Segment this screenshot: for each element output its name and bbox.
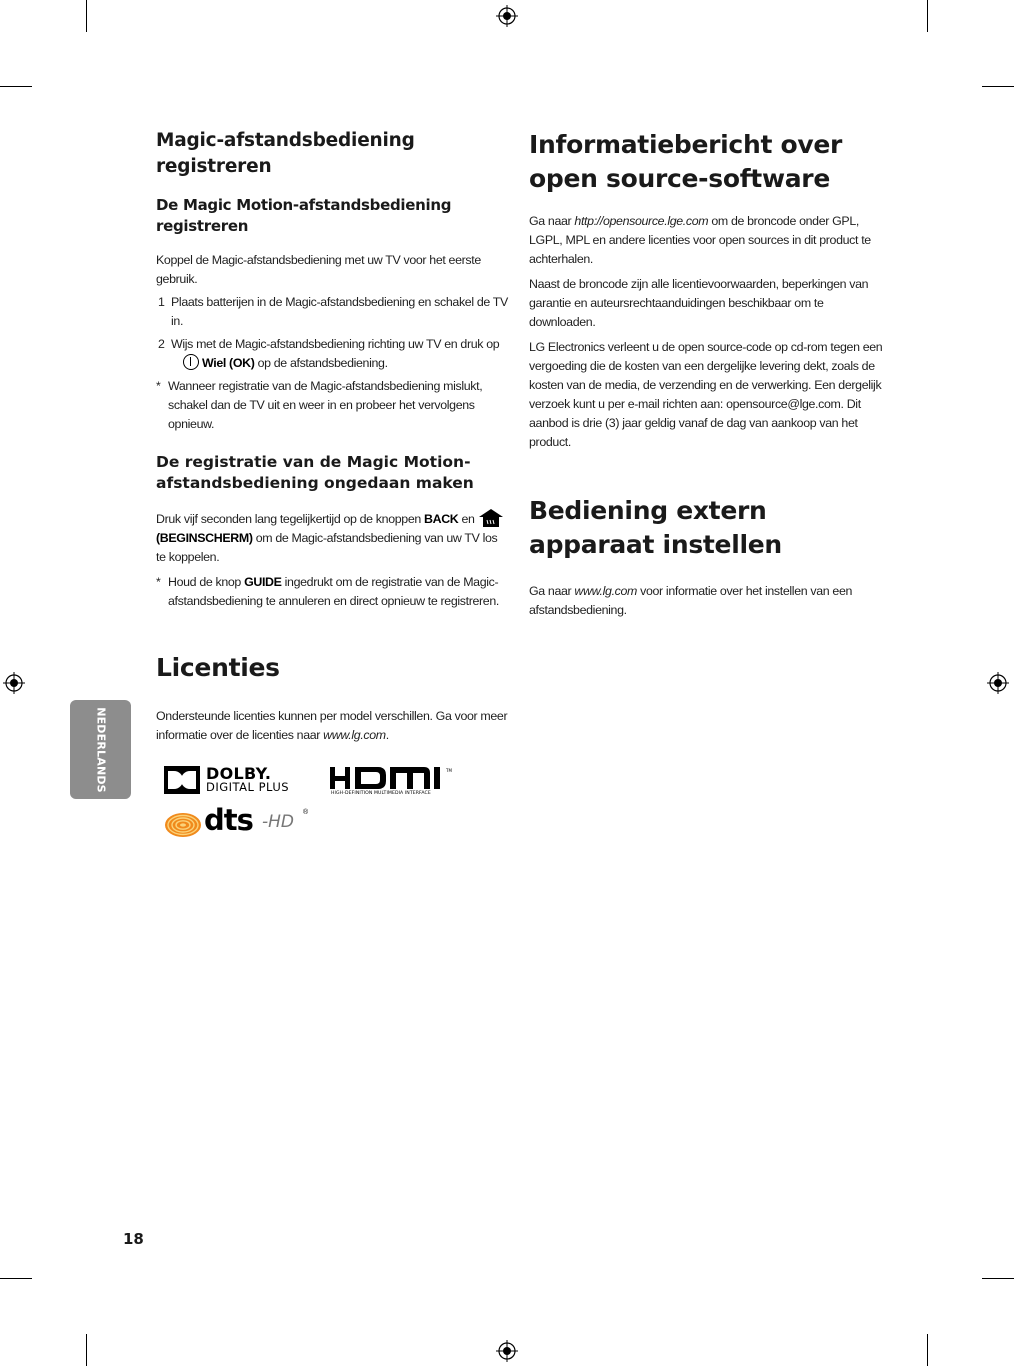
crop-mark xyxy=(927,0,928,32)
external-text-part: voor informatie over het instellen van een afstandsbediening. xyxy=(529,584,853,617)
step-text-part: Wijs met de Magic-afstandsbediening richting uw TV en druk op xyxy=(171,337,500,351)
dolby-wordmark: DOLBY. xyxy=(206,764,272,783)
step-number: 1 xyxy=(158,295,165,309)
oss-text-part: Ga naar xyxy=(529,214,572,228)
step-text-part: op de afstandsbediening. xyxy=(257,356,388,370)
external-device-text xyxy=(529,582,885,620)
oss-text-part: om de broncode onder GPL, LGPL, MPL en andere licenties voor open sources in dit product te achterhalen. xyxy=(529,214,871,266)
unregister-text-part: om de Magic-afstandsbediening van uw TV los te koppelen. xyxy=(156,531,498,564)
hdmi-wordmark-icon xyxy=(330,767,454,789)
dts-swirl-icon xyxy=(164,812,202,838)
svg-text:TM: TM xyxy=(446,768,452,773)
left-column xyxy=(156,128,508,871)
language-tab-label: NEDERLANDS xyxy=(94,706,107,793)
step-number: 2 xyxy=(158,337,165,351)
list-item xyxy=(156,335,508,373)
oss-paragraph-2: Naast de broncode zijn alle licentievoorwaarden, beperkingen van garantie en auteursrechtaanduidingen beschikbaar om te downloaden. xyxy=(529,277,869,329)
note-text-part: ingedrukt om de registratie van de Magic-afstandsbediening te annuleren en direct opnieuw te registreren. xyxy=(168,575,499,608)
note xyxy=(156,573,508,611)
right-column xyxy=(529,128,885,620)
crop-mark xyxy=(86,0,87,32)
dolby-double-d-icon xyxy=(164,766,200,794)
subsection-title-register: De Magic Motion-afstandsbediening registreren xyxy=(156,196,452,235)
back-key-label: BACK xyxy=(424,512,459,526)
registration-mark-icon xyxy=(496,5,518,27)
opensource-link[interactable]: http://opensource.lge.com xyxy=(574,214,709,228)
section-title-external-device: Bediening extern apparaat instellen xyxy=(529,496,782,559)
wheel-ok-label: Wiel (OK) xyxy=(202,356,255,370)
licenses-text-part: . xyxy=(385,728,389,742)
crop-mark xyxy=(0,1278,32,1279)
section-title-licenses: Licenties xyxy=(156,653,280,682)
guide-key-label: GUIDE xyxy=(244,575,282,589)
unregister-text-part: Druk vijf seconden lang tegelijkertijd op de knoppen xyxy=(156,512,421,526)
language-tab xyxy=(70,700,131,799)
home-icon xyxy=(478,508,504,528)
registration-mark-icon xyxy=(496,1340,518,1362)
registered-mark-icon: ® xyxy=(303,809,309,816)
registration-mark-icon xyxy=(987,672,1009,694)
subsection-title-unregister: De registratie van de Magic Motion-afstandsbediening ongedaan maken xyxy=(156,453,474,492)
licenses-text xyxy=(156,707,508,745)
section-title-register: Magic-afstandsbediening registreren xyxy=(156,130,415,177)
lg-link[interactable]: www.lg.com xyxy=(574,584,638,598)
note-text: Wanneer registratie van de Magic-afstandsbediening mislukt, schakel dan de TV uit en weer in en probeer het vervolgens opnieuw. xyxy=(168,379,483,431)
hdmi-logo xyxy=(330,767,456,799)
dts-hd-logo xyxy=(164,803,314,841)
note xyxy=(156,377,508,434)
page-number: 18 xyxy=(123,1230,144,1248)
dolby-digital-plus: DIGITAL PLUS xyxy=(206,780,290,794)
dolby-logo xyxy=(164,765,304,795)
oss-paragraph-1 xyxy=(529,212,885,269)
crop-mark xyxy=(982,86,1014,87)
crop-mark xyxy=(982,1278,1014,1279)
crop-mark xyxy=(86,1334,87,1366)
wheel-button-icon xyxy=(183,354,199,370)
note-asterisk: * xyxy=(156,379,161,393)
note-text-part: Houd de knop xyxy=(168,575,241,589)
license-logos xyxy=(156,761,508,871)
register-intro: Koppel de Magic-afstandsbediening met uw TV voor het eerste gebruik. xyxy=(156,253,481,286)
lg-link[interactable]: www.lg.com xyxy=(323,728,386,742)
unregister-text-part: en xyxy=(461,512,475,526)
crop-mark xyxy=(0,86,32,87)
section-title-open-source: Informatiebericht over open source-software xyxy=(529,130,843,193)
note-text xyxy=(168,573,508,611)
step-text xyxy=(171,335,508,373)
crop-mark xyxy=(927,1334,928,1366)
hdmi-tagline: HIGH-DEFINITION MULTIMEDIA INTERFACE xyxy=(331,791,431,796)
list-item xyxy=(156,293,508,331)
licenses-text-part: Ondersteunde licenties kunnen per model verschillen. Ga voor meer informatie over de licenties naar xyxy=(156,709,508,742)
unregister-text xyxy=(156,508,508,567)
step-text: Plaats batterijen in de Magic-afstandsbediening en schakel de TV in. xyxy=(171,295,508,328)
note-asterisk: * xyxy=(156,575,161,589)
dts-hd-suffix: -HD xyxy=(262,812,295,832)
registration-mark-icon xyxy=(3,672,25,694)
home-key-label: (BEGINSCHERM) xyxy=(156,531,253,545)
dts-wordmark: dts xyxy=(204,803,253,837)
oss-paragraph-3: LG Electronics verleent u de open source-code op cd-rom tegen een vergoeding die de kosten van een dergelijke levering dekt, zoals de kosten van de media, de verzending en de verwerking. Een dergelijk verzoek kunt u per e-mail richten aan: opensource@lge.com. Dit aanbod is drie (3) jaar geldig vanaf de dag van aankoop van het product. xyxy=(529,340,883,449)
external-text-part: Ga naar xyxy=(529,584,572,598)
